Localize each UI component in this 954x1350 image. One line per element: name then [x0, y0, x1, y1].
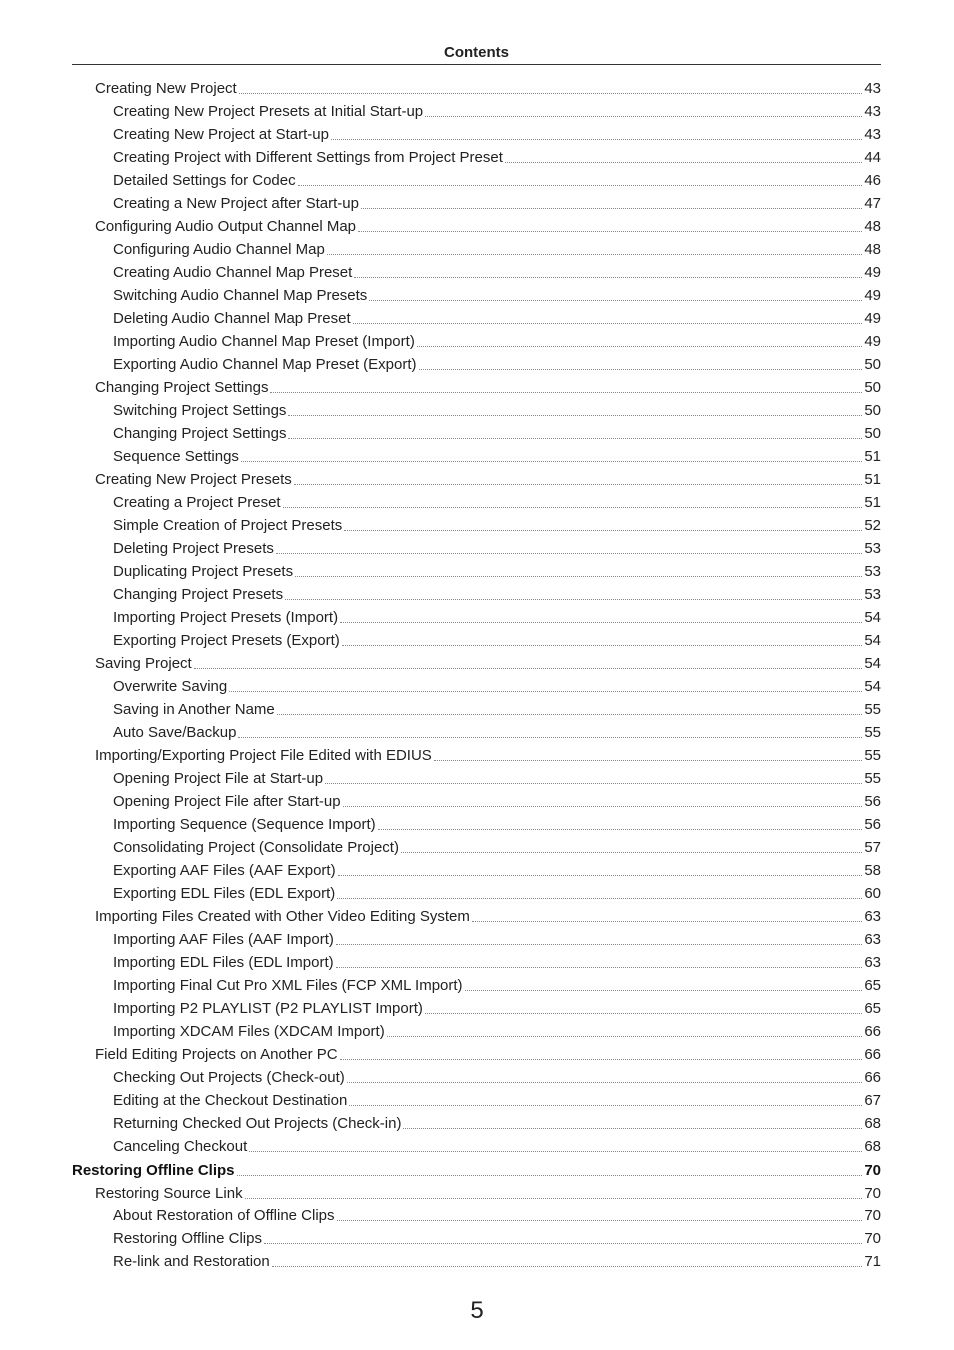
toc-entry-page: 56 [864, 816, 881, 833]
toc-subsection-entry[interactable] [113, 1251, 881, 1273]
toc-entry-page: 48 [864, 241, 881, 258]
toc-leader-dots [288, 438, 862, 439]
toc-leader-dots [472, 921, 862, 922]
toc-entry-title: Configuring Audio Channel Map [113, 241, 325, 258]
toc-entry-page: 68 [864, 1115, 881, 1132]
toc-entry-page: 55 [864, 724, 881, 741]
toc-entry-page: 68 [864, 1138, 881, 1155]
toc-subsection-entry[interactable] [113, 285, 881, 307]
toc-leader-dots [336, 944, 862, 945]
toc-entry-title: Importing AAF Files (AAF Import) [113, 931, 334, 948]
toc-entry-title: Creating Project with Different Settings from Project Preset [113, 149, 503, 166]
toc-entry-title: Changing Project Settings [113, 425, 287, 442]
toc-section-entry[interactable] [95, 1044, 881, 1066]
toc-entry-page: 43 [864, 80, 881, 97]
toc-entry-title: Editing at the Checkout Destination [113, 1092, 348, 1109]
toc-entry-page: 63 [864, 954, 881, 971]
toc-entry-page: 58 [864, 862, 881, 879]
toc-entry-title: Creating a Project Preset [113, 494, 281, 511]
toc-section-entry[interactable] [95, 745, 881, 767]
toc-subsection-entry[interactable] [113, 1021, 881, 1043]
toc-entry-title: Checking Out Projects (Check-out) [113, 1069, 345, 1086]
toc-leader-dots [338, 875, 863, 876]
toc-leader-dots [331, 139, 862, 140]
toc-leader-dots [336, 967, 863, 968]
toc-leader-dots [288, 415, 862, 416]
toc-entry-title: Importing Final Cut Pro XML Files (FCP XML Import) [113, 977, 463, 994]
toc-entry-page: 57 [864, 839, 881, 856]
toc-section-entry[interactable] [95, 906, 881, 928]
toc-subsection-entry[interactable] [113, 262, 881, 284]
toc-section-entry[interactable] [95, 78, 881, 100]
toc-subsection-entry[interactable] [113, 998, 881, 1020]
toc-subsection-entry[interactable] [113, 630, 881, 652]
toc-entry-title: Creating New Project Presets at Initial Start-up [113, 103, 424, 120]
toc-subsection-entry[interactable] [113, 239, 881, 261]
toc-entry-title: Restoring Source Link [95, 1185, 243, 1202]
toc-entry-page: 54 [864, 678, 881, 695]
toc-subsection-entry[interactable] [113, 193, 881, 215]
toc-leader-dots [358, 231, 862, 232]
toc-entry-title: Creating a New Project after Start-up [113, 195, 359, 212]
toc-leader-dots [295, 576, 862, 577]
header-divider [72, 64, 881, 65]
toc-entry-title: Switching Audio Channel Map Presets [113, 287, 368, 304]
toc-subsection-entry[interactable] [113, 607, 881, 629]
toc-leader-dots [283, 507, 863, 508]
toc-entry-title: Deleting Project Presets [113, 540, 274, 557]
toc-entry-title: Simple Creation of Project Presets [113, 517, 343, 534]
toc-leader-dots [276, 553, 862, 554]
page-header-title: Contents [444, 44, 509, 61]
toc-subsection-entry[interactable] [113, 584, 881, 606]
toc-leader-dots [237, 1175, 863, 1176]
toc-leader-dots [277, 714, 863, 715]
toc-leader-dots [325, 783, 862, 784]
toc-entry-page: 63 [864, 931, 881, 948]
page-number: 5 [470, 1297, 484, 1324]
toc-entry-title: Canceling Checkout [113, 1138, 248, 1155]
toc-leader-dots [403, 1128, 862, 1129]
toc-entry-page: 55 [864, 770, 881, 787]
toc-entry-page: 71 [864, 1253, 881, 1270]
toc-entry-title: Returning Checked Out Projects (Check-in) [113, 1115, 402, 1132]
toc-entry-page: 70 [864, 1185, 881, 1202]
toc-leader-dots [417, 346, 863, 347]
toc-leader-dots [285, 599, 862, 600]
toc-entry-page: 50 [864, 402, 881, 419]
toc-entry-title: Exporting Project Presets (Export) [113, 632, 340, 649]
toc-entry-title: Changing Project Settings [95, 379, 269, 396]
toc-entry-title: Importing/Exporting Project File Edited with EDIUS [95, 747, 432, 764]
toc-subsection-entry[interactable] [113, 538, 881, 560]
toc-leader-dots [238, 737, 862, 738]
toc-subsection-entry[interactable] [113, 515, 881, 537]
toc-subsection-entry[interactable] [113, 929, 881, 951]
toc-leader-dots [361, 208, 862, 209]
toc-entry-page: 49 [864, 287, 881, 304]
toc-entry-page: 54 [864, 609, 881, 626]
toc-entry-title: Importing Project Presets (Import) [113, 609, 339, 626]
toc-subsection-entry[interactable] [113, 676, 881, 698]
toc-subsection-entry[interactable] [113, 814, 881, 836]
toc-entry-page: 52 [864, 517, 881, 534]
toc-entry-title: Creating New Project Presets [95, 471, 292, 488]
toc-subsection-entry[interactable] [113, 1113, 881, 1135]
toc-entry-title: Consolidating Project (Consolidate Project) [113, 839, 399, 856]
toc-subsection-entry[interactable] [113, 354, 881, 376]
toc-leader-dots [229, 691, 862, 692]
toc-subsection-entry[interactable] [113, 308, 881, 330]
toc-entry-title: Duplicating Project Presets [113, 563, 294, 580]
toc-leader-dots [337, 898, 862, 899]
toc-subsection-entry[interactable] [113, 791, 881, 813]
toc-subsection-entry[interactable] [113, 492, 881, 514]
toc-leader-dots [245, 1198, 863, 1199]
toc-entry-page: 49 [864, 310, 881, 327]
toc-subsection-entry[interactable] [113, 561, 881, 583]
toc-leader-dots [327, 254, 863, 255]
toc-subsection-entry[interactable] [113, 331, 881, 353]
toc-leader-dots [249, 1151, 862, 1152]
toc-entry-page: 63 [864, 908, 881, 925]
toc-leader-dots [239, 93, 863, 94]
toc-leader-dots [419, 369, 863, 370]
toc-leader-dots [241, 461, 862, 462]
toc-entry-page: 66 [864, 1023, 881, 1040]
toc-leader-dots [369, 300, 862, 301]
toc-section-entry[interactable] [95, 469, 881, 491]
toc-entry-page: 51 [864, 471, 881, 488]
toc-subsection-entry[interactable] [113, 124, 881, 146]
toc-leader-dots [194, 668, 863, 669]
toc-entry-page: 50 [864, 425, 881, 442]
toc-subsection-entry[interactable] [113, 170, 881, 192]
toc-entry-page: 49 [864, 333, 881, 350]
toc-entry-page: 55 [864, 701, 881, 718]
toc-entry-title: Opening Project File after Start-up [113, 793, 341, 810]
toc-entry-page: 48 [864, 218, 881, 235]
toc-leader-dots [270, 392, 862, 393]
toc-entry-title: Creating New Project [95, 80, 237, 97]
toc-entry-title: Restoring Offline Clips [72, 1162, 235, 1179]
toc-leader-dots [347, 1082, 863, 1083]
toc-entry-page: 43 [864, 126, 881, 143]
toc-entry-page: 65 [864, 1000, 881, 1017]
toc-leader-dots [343, 806, 863, 807]
toc-entry-title: Exporting EDL Files (EDL Export) [113, 885, 336, 902]
toc-entry-title: Saving Project [95, 655, 192, 672]
toc-entry-page: 70 [864, 1207, 881, 1224]
toc-entry-page: 50 [864, 356, 881, 373]
toc-subsection-entry[interactable] [113, 699, 881, 721]
toc-leader-dots [340, 622, 862, 623]
toc-entry-title: Importing XDCAM Files (XDCAM Import) [113, 1023, 385, 1040]
toc-leader-dots [354, 277, 862, 278]
toc-leader-dots [349, 1105, 862, 1106]
toc-leader-dots [465, 990, 863, 991]
toc-leader-dots [387, 1036, 863, 1037]
toc-subsection-entry[interactable] [113, 446, 881, 468]
toc-section-entry[interactable] [95, 1183, 881, 1205]
toc-subsection-entry[interactable] [113, 1090, 881, 1112]
toc-entry-title: Switching Project Settings [113, 402, 287, 419]
toc-leader-dots [342, 645, 863, 646]
toc-leader-dots [340, 1059, 863, 1060]
toc-entry-title: Importing Audio Channel Map Preset (Import) [113, 333, 415, 350]
toc-entry-page: 51 [864, 448, 881, 465]
toc-chapter-entry[interactable] [72, 1160, 881, 1182]
toc-entry-title: Creating New Project at Start-up [113, 126, 329, 143]
toc-entry-page: 56 [864, 793, 881, 810]
toc-leader-dots [425, 116, 862, 117]
toc-subsection-entry[interactable] [113, 883, 881, 905]
toc-section-entry[interactable] [95, 653, 881, 675]
toc-section-entry[interactable] [95, 377, 881, 399]
toc-subsection-entry[interactable] [113, 423, 881, 445]
toc-entry-title: About Restoration of Offline Clips [113, 1207, 335, 1224]
toc-entry-page: 67 [864, 1092, 881, 1109]
toc-entry-title: Saving in Another Name [113, 701, 275, 718]
toc-entry-page: 53 [864, 586, 881, 603]
toc-leader-dots [425, 1013, 862, 1014]
toc-entry-page: 51 [864, 494, 881, 511]
toc-entry-title: Auto Save/Backup [113, 724, 237, 741]
toc-subsection-entry[interactable] [113, 1205, 881, 1227]
toc-entry-page: 50 [864, 379, 881, 396]
toc-subsection-entry[interactable] [113, 1136, 881, 1158]
toc-entry-title: Opening Project File at Start-up [113, 770, 324, 787]
toc-entry-page: 66 [864, 1069, 881, 1086]
toc-entry-page: 46 [864, 172, 881, 189]
toc-entry-title: Changing Project Presets [113, 586, 284, 603]
toc-entry-page: 44 [864, 149, 881, 166]
toc-entry-page: 53 [864, 563, 881, 580]
toc-entry-title: Restoring Offline Clips [113, 1230, 262, 1247]
toc-entry-page: 65 [864, 977, 881, 994]
toc-entry-title: Exporting Audio Channel Map Preset (Export) [113, 356, 417, 373]
toc-entry-title: Overwrite Saving [113, 678, 228, 695]
toc-leader-dots [378, 829, 863, 830]
toc-entry-page: 70 [864, 1162, 881, 1179]
toc-entry-page: 43 [864, 103, 881, 120]
toc-entry-page: 66 [864, 1046, 881, 1063]
toc-section-entry[interactable] [95, 216, 881, 238]
toc-entry-page: 47 [864, 195, 881, 212]
toc-leader-dots [272, 1266, 863, 1267]
toc-subsection-entry[interactable] [113, 1067, 881, 1089]
toc-subsection-entry[interactable] [113, 975, 881, 997]
toc-leader-dots [353, 323, 863, 324]
toc-entry-page: 55 [864, 747, 881, 764]
toc-entry-page: 70 [864, 1230, 881, 1247]
toc-entry-title: Sequence Settings [113, 448, 239, 465]
toc-entry-title: Deleting Audio Channel Map Preset [113, 310, 351, 327]
toc-leader-dots [401, 852, 862, 853]
toc-subsection-entry[interactable] [113, 768, 881, 790]
toc-subsection-entry[interactable] [113, 1228, 881, 1250]
toc-leader-dots [264, 1243, 862, 1244]
toc-entry-title: Importing Sequence (Sequence Import) [113, 816, 376, 833]
toc-entry-title: Re-link and Restoration [113, 1253, 270, 1270]
toc-entry-title: Importing Files Created with Other Video Editing System [95, 908, 470, 925]
toc-entry-title: Importing EDL Files (EDL Import) [113, 954, 334, 971]
toc-entry-title: Exporting AAF Files (AAF Export) [113, 862, 336, 879]
toc-entry-page: 60 [864, 885, 881, 902]
toc-leader-dots [294, 484, 863, 485]
toc-subsection-entry[interactable] [113, 101, 881, 123]
toc-leader-dots [505, 162, 862, 163]
toc-leader-dots [337, 1220, 863, 1221]
toc-subsection-entry[interactable] [113, 860, 881, 882]
toc-subsection-entry[interactable] [113, 722, 881, 744]
toc-entry-page: 49 [864, 264, 881, 281]
toc-entry-page: 54 [864, 655, 881, 672]
toc-subsection-entry[interactable] [113, 952, 881, 974]
toc-entry-title: Configuring Audio Output Channel Map [95, 218, 357, 235]
toc-entry-page: 54 [864, 632, 881, 649]
toc-leader-dots [298, 185, 863, 186]
toc-subsection-entry[interactable] [113, 400, 881, 422]
toc-subsection-entry[interactable] [113, 837, 881, 859]
toc-leader-dots [434, 760, 863, 761]
toc-entry-title: Field Editing Projects on Another PC [95, 1046, 338, 1063]
toc-entry-title: Detailed Settings for Codec [113, 172, 296, 189]
toc-entry-title: Creating Audio Channel Map Preset [113, 264, 353, 281]
toc-entry-page: 53 [864, 540, 881, 557]
toc-entry-title: Importing P2 PLAYLIST (P2 PLAYLIST Import) [113, 1000, 423, 1017]
toc-subsection-entry[interactable] [113, 147, 881, 169]
toc-leader-dots [344, 530, 862, 531]
